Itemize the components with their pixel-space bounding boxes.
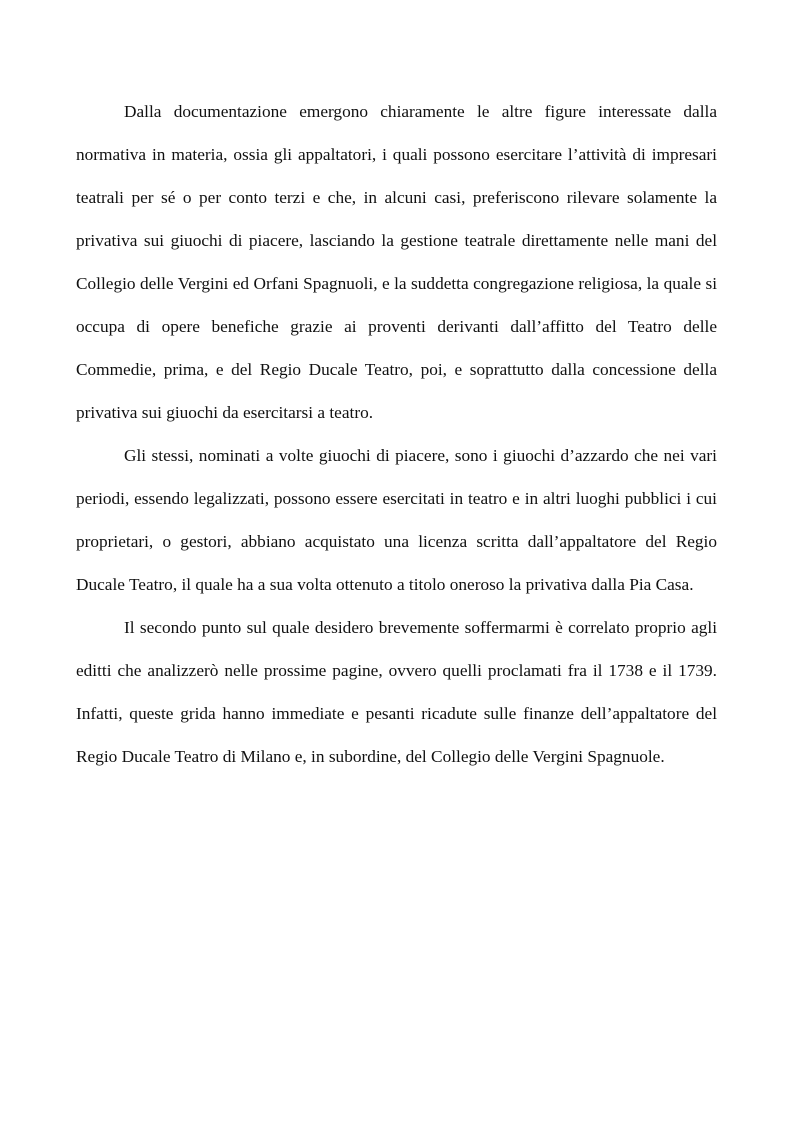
paragraph-1: Dalla documentazione emergono chiaramente le altre figure interessate dalla normativa in materia, ossia gli appaltatori, i quali possono esercitare l’attività di impresari teatrali per sé o per conto terzi e che, in alcuni casi, preferiscono rilevare solamente la privativa sui giuochi di piacere, lasciando la gestione teatrale direttamente nelle mani del Collegio delle Vergini ed Orfani Spagnuoli, e la suddetta congregazione religiosa, la quale si occupa di opere benefiche grazie ai proventi derivanti dall’affitto del Teatro delle Commedie, prima, e del Regio Ducale Teatro, poi, e soprattutto dalla concessione della privativa sui giuochi da esercitarsi a teatro.: [76, 102, 717, 422]
paragraph-2: Gli stessi, nominati a volte giuochi di piacere, sono i giuochi d’azzardo che nei vari periodi, essendo legalizzati, possono essere esercitati in teatro e in altri luoghi pubblici i cui proprietari, o gestori, abbiano acquistato una licenza scritta dall’appaltatore del Regio Ducale Teatro, il quale ha a sua volta ottenuto a titolo oneroso la privativa dalla Pia Casa.: [76, 446, 717, 594]
paragraph-3: Il secondo punto sul quale desidero brevemente soffermarmi è correlato proprio agli editti che analizzerò nelle prossime pagine, ovvero quelli proclamati fra il 1738 e il 1739. Infatti, queste grida hanno immediate e pesanti ricadute sulle finanze dell’appaltatore del Regio Ducale Teatro di Milano e, in subordine, del Collegio delle Vergini Spagnuole.: [76, 618, 717, 766]
body-text: [76, 90, 717, 778]
